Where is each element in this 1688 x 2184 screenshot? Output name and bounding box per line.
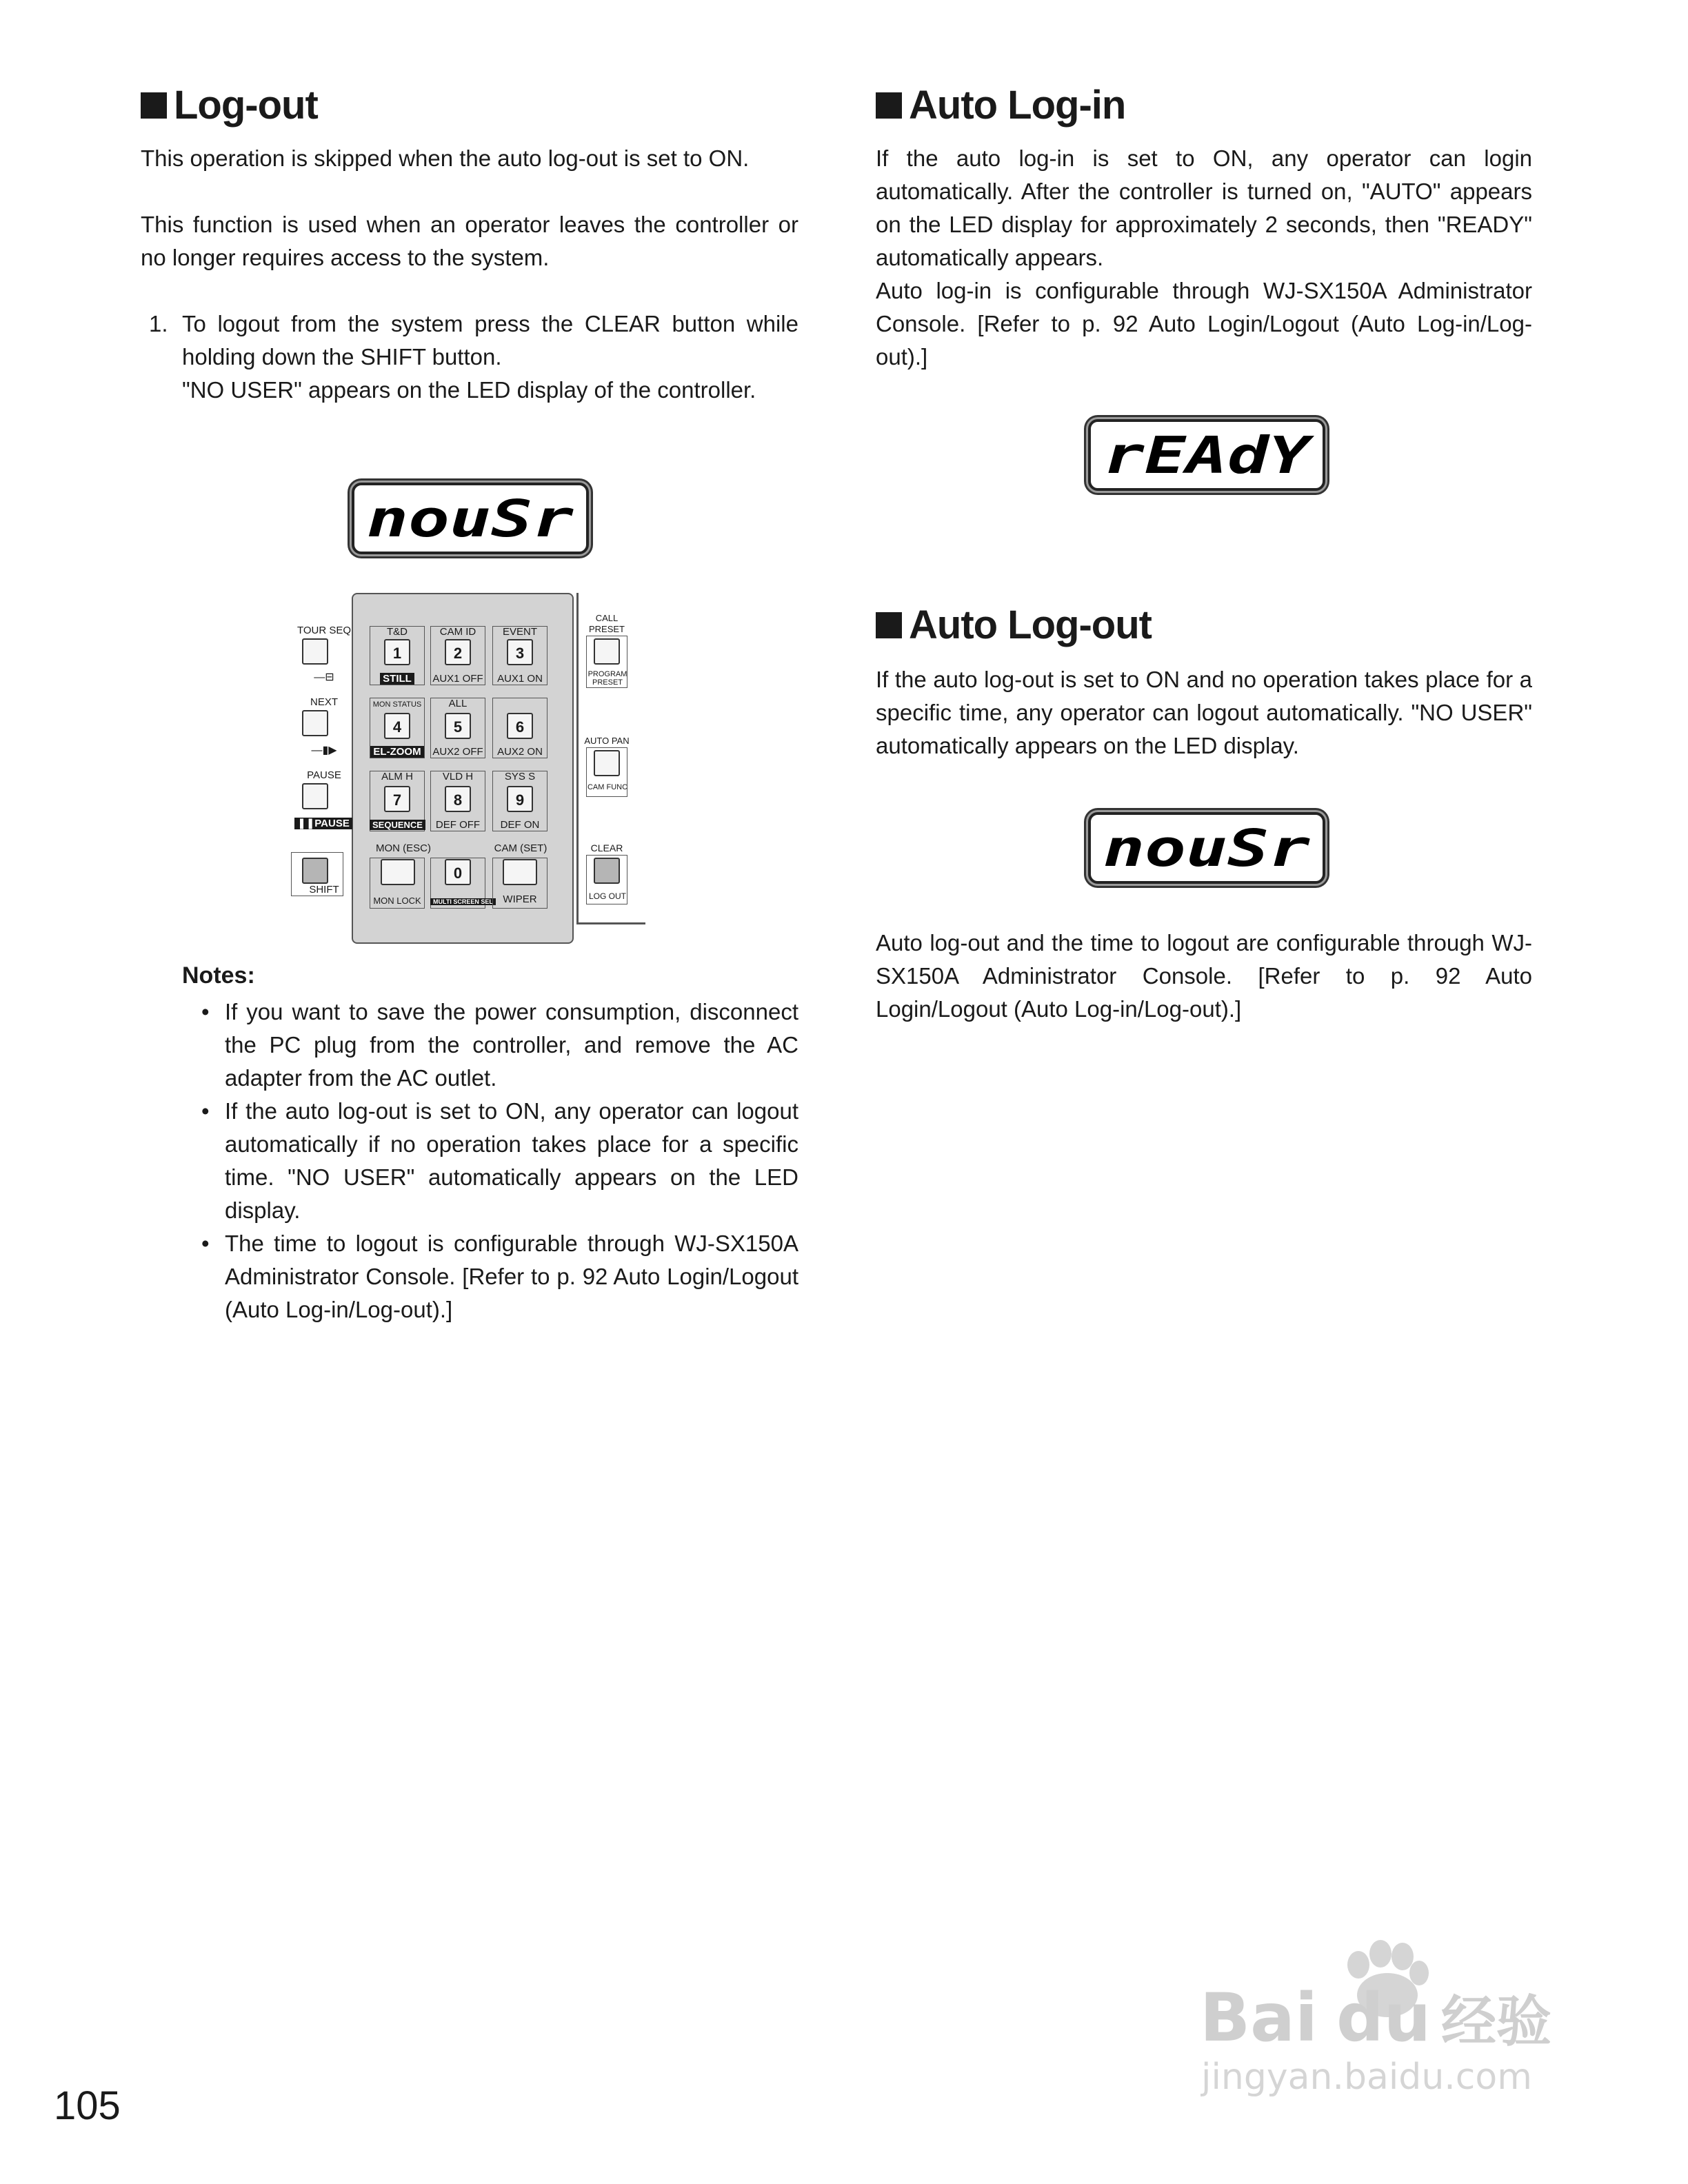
led-text: rEAdY xyxy=(1103,426,1316,485)
key-8[interactable]: 8 xyxy=(445,786,471,812)
key-0[interactable]: 0 xyxy=(445,859,471,885)
key-4-bottom: EL-ZOOM xyxy=(370,746,423,758)
key-5-top: ALL xyxy=(448,698,468,709)
key-1[interactable]: 1 xyxy=(384,639,410,665)
led-digits xyxy=(354,485,586,552)
auto-logout-config: Auto log-out and the time to logout are configurable through WJ-SX150A Administrator Console. [Refer to p. 92 Auto Login/Logout (Auto Log-in/Log-out).] xyxy=(876,930,1532,1022)
notes-title: Notes: xyxy=(182,962,255,989)
log-out-label: LOG OUT xyxy=(588,891,626,901)
led-digits xyxy=(1091,422,1323,488)
auto-logout-text: If the auto log-out is set to ON and no operation takes place for a specific time, any operator can logout automatically. "NO USER" automatically appears on the LED display. xyxy=(876,667,1532,758)
notes-list xyxy=(182,995,798,1326)
square-bullet-icon xyxy=(876,92,902,119)
cam-func-label: CAM FUNC xyxy=(587,783,628,791)
led-display-nousr-auto xyxy=(1088,812,1325,884)
mon-lock-label: MON LOCK xyxy=(373,896,421,906)
shift-label: SHIFT xyxy=(309,884,339,896)
controller-keypad xyxy=(276,593,662,944)
keypad-rail-bottom xyxy=(576,922,645,924)
multi-screen-label: MULTI SCREEN SEL xyxy=(430,898,496,905)
shift-button[interactable] xyxy=(302,858,328,884)
logout-step-1 xyxy=(149,307,798,407)
call-label: CALL xyxy=(595,613,619,623)
key-9[interactable]: 9 xyxy=(507,786,533,812)
key-9-bottom: DEF ON xyxy=(500,819,540,831)
rewind-icon: —⊟ xyxy=(314,671,334,683)
logout-intro-2: This function is used when an operator leaves the controller or no longer requires access to the system. xyxy=(141,212,798,270)
led-text: nouSr xyxy=(1103,819,1311,878)
auto-pan-button[interactable] xyxy=(594,750,620,776)
cam-set-label: CAM (SET) xyxy=(494,842,547,854)
key-9-top: SYS S xyxy=(504,771,536,782)
auto-logout-heading: Auto Log-out xyxy=(876,601,1152,649)
key-3-top: EVENT xyxy=(502,626,537,638)
next-button[interactable] xyxy=(302,710,328,736)
watermark-url: jingyan.baidu.com xyxy=(1201,2056,1532,2098)
pause-button[interactable] xyxy=(302,783,328,809)
key-7-bottom: SEQUENCE xyxy=(370,820,425,830)
program-label: PROGRAM xyxy=(587,670,627,678)
keypad-rail xyxy=(576,593,579,924)
key-5[interactable]: 5 xyxy=(445,713,471,739)
key-1-bottom: STILL xyxy=(380,673,414,685)
key-7[interactable]: 7 xyxy=(384,786,410,812)
key-4[interactable]: 4 xyxy=(384,713,410,739)
key-2-top: CAM ID xyxy=(439,626,476,638)
forward-icon: —▮▶ xyxy=(311,745,337,756)
watermark-brand: Bai xyxy=(1200,1979,1318,2056)
step-text: To logout from the system press the CLEAR button while holding down the SHIFT button. xyxy=(182,311,798,370)
clear-button[interactable] xyxy=(594,858,620,884)
led-display-ready xyxy=(1088,419,1325,491)
led-display-nousr xyxy=(352,483,589,554)
tour-seq-label: TOUR SEQ xyxy=(297,625,352,636)
step-result: "NO USER" appears on the LED display of the controller. xyxy=(182,377,756,403)
next-label: NEXT xyxy=(310,696,338,708)
page-number: 105 xyxy=(54,2083,121,2128)
baidu-watermark xyxy=(1186,1923,1586,2103)
key-3-bottom: AUX1 ON xyxy=(497,673,543,685)
key-6[interactable]: 6 xyxy=(507,713,533,739)
note-item: • If the auto log-out is set to ON, any operator can logout automatically if no operation takes place for a specific time. "NO USER" automatically appears on the LED display. xyxy=(182,1095,798,1227)
key-7-top: ALM H xyxy=(381,771,413,782)
square-bullet-icon xyxy=(141,92,167,119)
logout-intro-1: This operation is skipped when the auto log-out is set to ON. xyxy=(141,145,750,171)
wiper-label: WIPER xyxy=(503,893,537,905)
key-6-bottom: AUX2 ON xyxy=(497,746,543,758)
tour-seq-button[interactable] xyxy=(302,638,328,665)
pause-label: PAUSE xyxy=(307,769,341,781)
led-text: nouSr xyxy=(367,489,574,549)
cam-set-button[interactable] xyxy=(503,859,537,885)
auto-login-config: Auto log-in is configurable through WJ-SX150A Administrator Console. [Refer to p. 92 Auto Login/Logout (Auto Log-in/Log-out).] xyxy=(876,278,1532,370)
note-item: • The time to logout is configurable through WJ-SX150A Administrator Console. [Refer to p. 92 Auto Login/Logout (Auto Log-in/Log-out).] xyxy=(182,1227,798,1326)
auto-pan-label: AUTO PAN xyxy=(584,736,630,746)
call-preset-button[interactable] xyxy=(594,638,620,665)
note-item: • If you want to save the power consumption, disconnect the PC plug from the controller, and remove the AC adapter from the AC outlet. xyxy=(182,995,798,1095)
watermark-brand2: du xyxy=(1336,1979,1431,2056)
led-digits xyxy=(1091,815,1323,881)
key-8-bottom: DEF OFF xyxy=(435,819,481,831)
key-3[interactable]: 3 xyxy=(507,639,533,665)
key-2-bottom: AUX1 OFF xyxy=(432,673,483,685)
square-bullet-icon xyxy=(876,612,902,638)
auto-login-heading: Auto Log-in xyxy=(876,81,1125,130)
key-5-bottom: AUX2 OFF xyxy=(432,746,483,758)
mon-esc-label: MON (ESC) xyxy=(376,842,431,854)
clear-label: CLEAR xyxy=(590,842,623,853)
preset-label: PRESET xyxy=(588,624,625,634)
auto-login-text: If the auto log-in is set to ON, any operator can login automatically. After the controller is turned on, "AUTO" appears on the LED display for approximately 2 seconds, then "READY" automatically appears. xyxy=(876,145,1532,270)
key-4-top: MON STATUS xyxy=(372,700,422,709)
mon-esc-button[interactable] xyxy=(381,859,415,885)
key-1-top: T&D xyxy=(387,626,408,638)
step-number: 1. xyxy=(149,311,168,336)
program-preset-label: PRESET xyxy=(592,678,623,687)
watermark-cn: 经验 xyxy=(1441,1990,1551,2054)
key-2[interactable]: 2 xyxy=(445,639,471,665)
pause-tag: ❚❚PAUSE xyxy=(294,818,352,829)
key-8-top: VLD H xyxy=(442,771,474,782)
logout-heading: Log-out xyxy=(141,81,318,130)
